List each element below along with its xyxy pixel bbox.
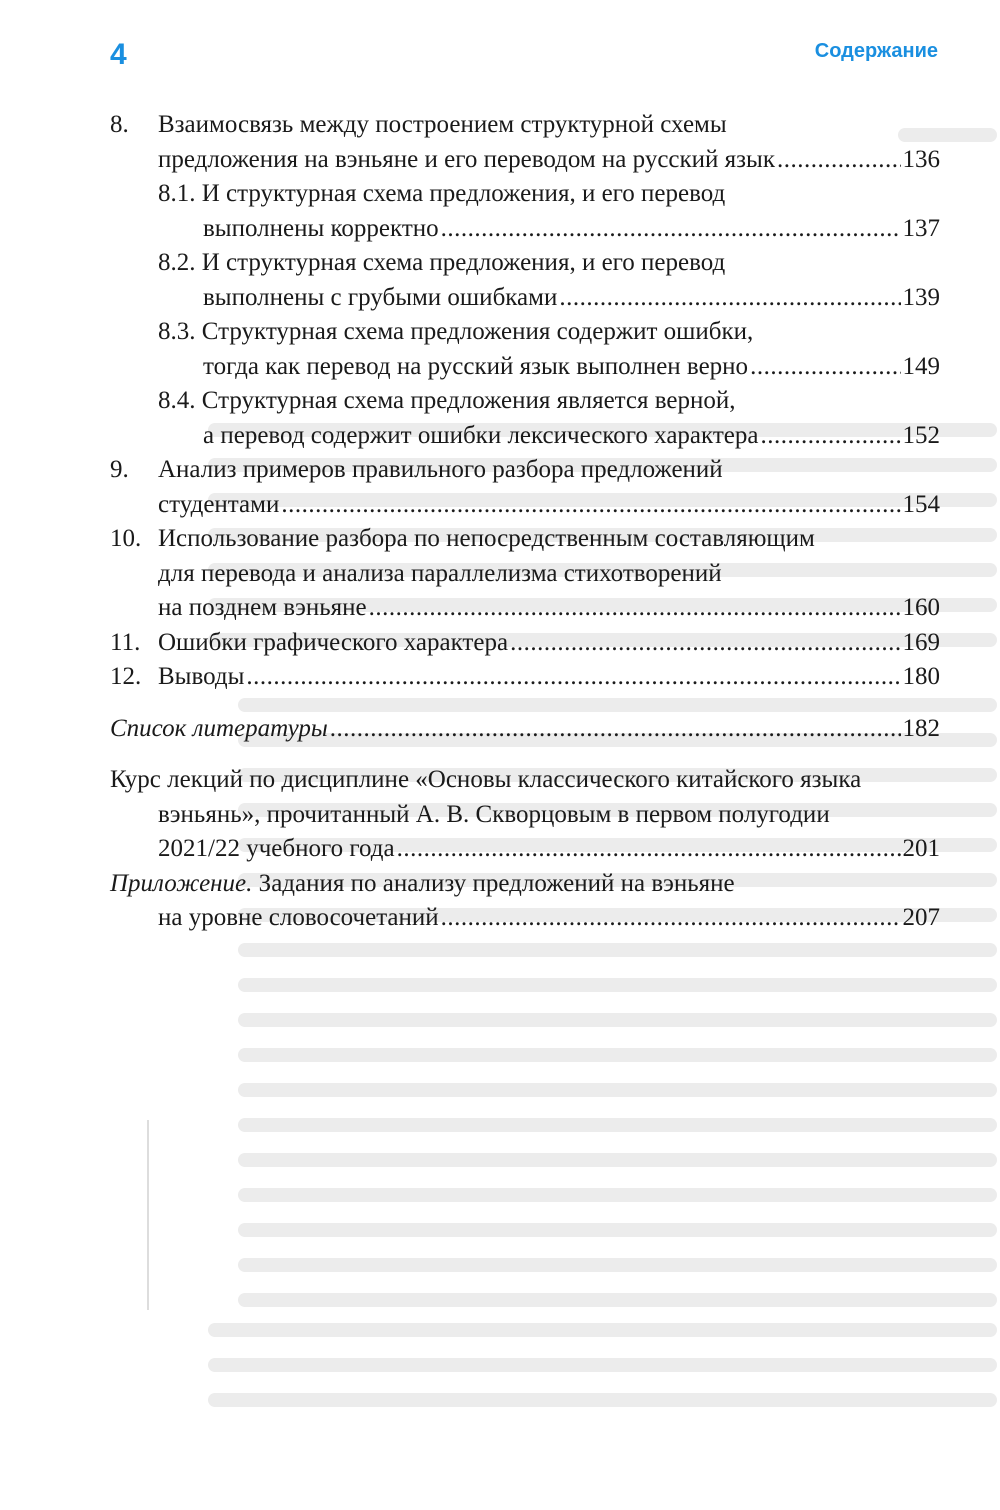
toc-entry-10[interactable]	[110, 522, 940, 557]
entry-number: 8.	[110, 111, 129, 138]
entry-page-number: 149	[902, 352, 940, 380]
table-of-contents	[110, 108, 940, 936]
entry-title-line2: выполнены с грубыми ошибками	[203, 283, 558, 311]
toc-leader-9	[158, 488, 940, 523]
entry-number: 10.	[110, 525, 142, 552]
dot-leader	[246, 660, 900, 695]
entry-page-number: 180	[902, 663, 940, 690]
dot-leader	[750, 350, 900, 385]
toc-entry-8[interactable]	[110, 108, 940, 143]
toc-entry-9[interactable]	[110, 453, 940, 488]
entry-title-line2: на уровне словосочетаний	[158, 904, 439, 931]
toc-leader-8-3	[203, 350, 940, 385]
toc-entry-8-4[interactable]	[110, 384, 940, 419]
dot-leader	[369, 591, 901, 626]
entry-title-line1: 8.3. Структурная схема предложения содержит ошибки,	[158, 318, 754, 345]
entry-page-number: 137	[902, 214, 940, 242]
toc-entry-course[interactable]	[110, 763, 940, 798]
entry-page-number: 182	[902, 714, 940, 742]
entry-title-line2: а перевод содержит ошибки лексического характера	[203, 421, 759, 449]
dot-leader	[441, 212, 901, 247]
toc-leader-11	[158, 626, 940, 661]
appendix-label: Приложение.	[110, 869, 253, 897]
entry-title-line2: выполнены корректно	[203, 214, 439, 242]
toc-leader-bibliography	[110, 712, 940, 747]
entry-number: 9.	[110, 456, 129, 483]
toc-entry-8-1[interactable]	[110, 177, 940, 212]
toc-leader-8-2	[203, 281, 940, 316]
dot-leader	[510, 626, 900, 661]
entry-title-line3: на позднем вэньяне	[158, 594, 367, 621]
dot-leader	[760, 419, 900, 454]
toc-entry-bibliography[interactable]	[110, 712, 940, 747]
entry-title-line3: 2021/22 учебного года	[158, 835, 395, 862]
entry-page-number: 139	[902, 283, 940, 311]
entry-title-line1: Ошибки графического характера	[158, 628, 509, 656]
dot-leader	[441, 901, 901, 936]
entry-title-line1: Анализ примеров правильного разбора предложений	[158, 456, 723, 483]
toc-entry-11[interactable]	[110, 626, 940, 661]
entry-title-line1: Использование разбора по непосредственным составляющим	[158, 525, 815, 552]
toc-leader-appendix	[158, 901, 940, 936]
entry-page-number: 154	[902, 490, 940, 518]
entry-title-line1: 8.2. И структурная схема предложения, и его перевод	[158, 249, 726, 276]
entry-page-number: 160	[902, 594, 940, 621]
dot-leader	[777, 143, 901, 178]
entry-page-number: 207	[902, 904, 940, 931]
dot-leader	[397, 832, 901, 867]
entry-number: 12.	[110, 663, 142, 690]
dot-leader	[330, 712, 901, 747]
entry-title-line2: предложения на вэньяне и его переводом на русский язык	[158, 145, 775, 173]
page-number: 4	[110, 38, 127, 71]
entry-page-number: 152	[902, 421, 940, 449]
entry-title-line1: Список литературы	[110, 714, 328, 742]
entry-title-line1: Выводы	[158, 663, 245, 690]
entry-title-line2: студентами	[158, 490, 280, 518]
toc-leader-8-4	[203, 419, 940, 454]
dot-leader	[559, 281, 900, 316]
entry-page-number: 201	[902, 835, 940, 862]
entry-title-line1: Курс лекций по дисциплине «Основы классического китайского языка	[110, 766, 862, 793]
entry-number: 11.	[110, 628, 141, 656]
entry-title-line1: 8.4. Структурная схема предложения является верной,	[158, 387, 736, 414]
entry-title-line2: для перевода и анализа параллелизма стихотворений	[158, 559, 722, 587]
dot-leader	[281, 488, 900, 523]
toc-leader-8	[158, 143, 940, 178]
toc-entry-8-3[interactable]	[110, 315, 940, 350]
entry-title-line1: Задания по анализу предложений на вэньяне	[252, 869, 735, 897]
toc-leader-12	[158, 660, 940, 695]
toc-leader-course	[158, 832, 940, 867]
toc-entry-12[interactable]	[110, 660, 940, 695]
entry-title-line2: вэньянь», прочитанный А. В. Скворцовым в первом полугодии	[158, 800, 830, 828]
entry-page-number: 136	[902, 145, 940, 173]
toc-leader-10	[158, 591, 940, 626]
entry-title-line1: Взаимосвязь между построением структурной схемы	[158, 111, 727, 138]
toc-entry-8-2[interactable]	[110, 246, 940, 281]
entry-page-number: 169	[902, 628, 940, 656]
entry-title-line1: 8.1. И структурная схема предложения, и его перевод	[158, 180, 726, 207]
toc-leader-8-1	[203, 212, 940, 247]
running-title: Содержание	[814, 40, 938, 62]
toc-entry-appendix[interactable]	[110, 867, 940, 902]
entry-title-line2: тогда как перевод на русский язык выполнен верно	[203, 352, 749, 380]
